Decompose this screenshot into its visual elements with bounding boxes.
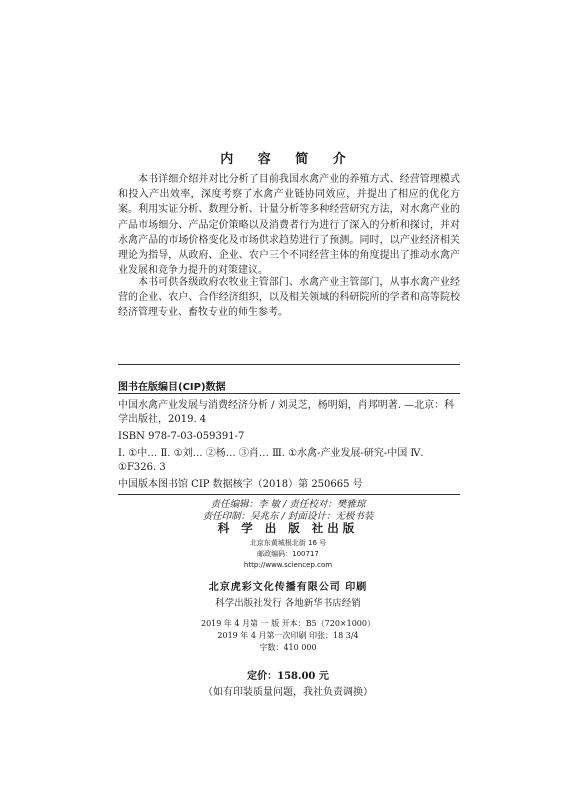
summary-title: 内 容 简 介: [220, 152, 356, 167]
price: 定价：158.00 元: [247, 671, 329, 682]
divider-cip: [118, 393, 460, 394]
publisher-website: http://www.sciencep.com: [243, 561, 333, 569]
printer-line: 北京虎彩文化传播有限公司 印刷: [208, 582, 368, 593]
summary-paragraph-2: 本书可供各级政府农牧业主管部门、水禽产业主管部门，从事水禽产业经营的企业、农户、合作经济组织，以及相关领域的科研院所的学者和高等院校经济管理专业、畜牧专业的师生参考。: [118, 277, 460, 319]
publisher-name: 科 学 出 版 社出版: [217, 521, 359, 535]
edition-line-3: 字数：410 000: [259, 643, 317, 652]
divider-top: [118, 364, 460, 365]
edition-line-2: 2019 年 4 月第一次印刷 印张：18 3/4: [217, 631, 359, 640]
divider-bottom: [118, 494, 460, 495]
cip-line-citation: 中国水禽产业发展与消费经济分析 / 刘灵芝，杨明娟，肖邦明著. —北京：科学出版社，2019. 4: [118, 400, 455, 425]
quality-notice: （如有印装质量问题，我社负责调换）: [203, 687, 373, 698]
cip-line-classification: Ⅰ. ①中… Ⅱ. ①刘… ②杨… ③肖… Ⅲ. ①水禽-产业发展-研究-中国 Ⅳ. ①F326. 3: [118, 448, 424, 473]
cip-heading: 图书在版编目(CIP)数据: [118, 382, 226, 393]
cip-line-number: 中国版本图书馆 CIP 数据核字（2018）第 250665 号: [118, 479, 363, 490]
publisher-address: 北京东黄城根北街 16 号: [249, 539, 327, 547]
summary-paragraph-1: 本书详细介绍并对比分析了目前我国水禽产业的养殖方式、经营管理模式和投入产出效率，深度考察了水禽产业链协同效应，并提出了相应的优化方案。利用实证分析、数理分析、计量分析等多种经营研究方法，对水禽产业的产品市场细分、产品定价策略以及消费者行为进行了深入的分析和探讨，并对水禽产品的市场价格变化及市场供求趋势进行了预测。同时，以产业经济相关理论为指导，从政府、企业、农户三个不同经营主体的角度提出了推动水禽产业发展和竞争力提升的对策建议。: [118, 174, 460, 277]
cip-line-isbn: ISBN 978-7-03-059391-7: [118, 431, 245, 442]
credit-line-2: 责任印制：吴兆东 / 封面设计：无极书装: [202, 511, 374, 522]
credit-line-1: 责任编辑：李 敏 / 责任校对：樊雅琼: [210, 499, 366, 510]
publisher-postcode: 邮政编码：100717: [257, 550, 319, 558]
distribution-line: 科学出版社发行 各地新华书店经销: [215, 598, 361, 609]
edition-line-1: 2019 年 4 月第 一 版 开本：B5（720×1000）: [200, 619, 375, 628]
